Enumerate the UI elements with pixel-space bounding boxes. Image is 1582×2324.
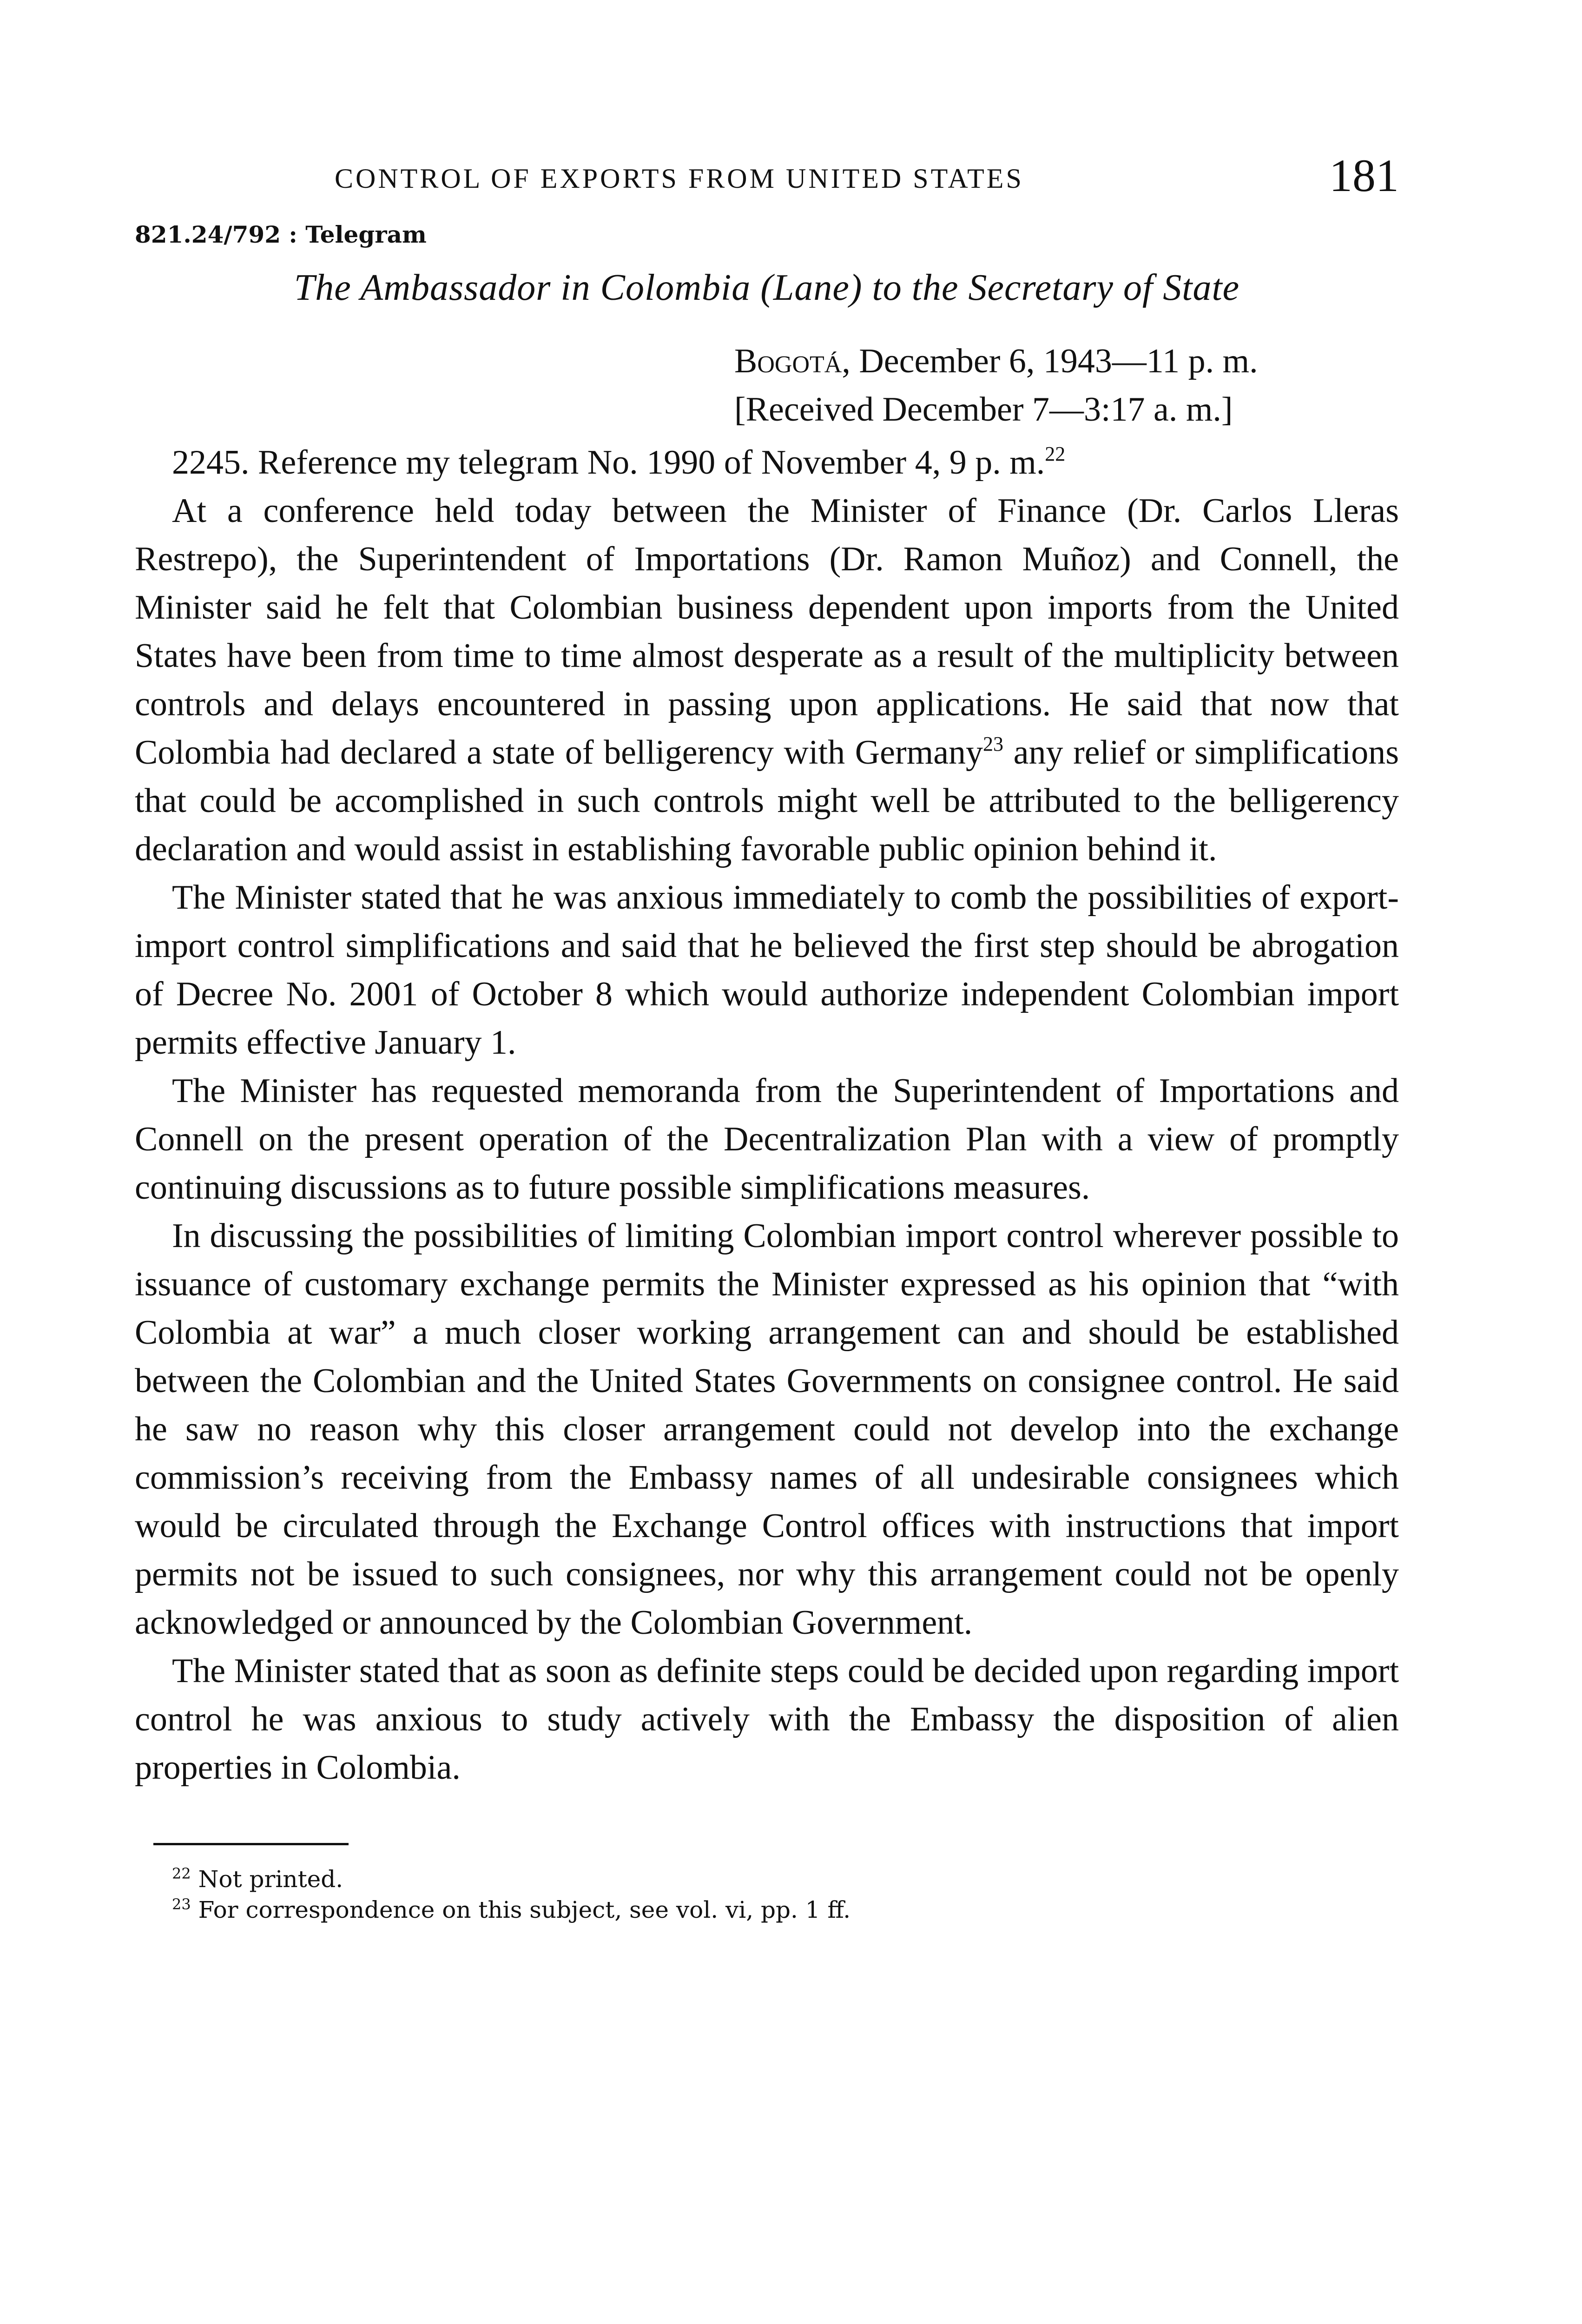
paragraph-2-text-b: any relief or simplifications that could be accomplished in such controls might well be attributed to the belligerency declaration and would assist in establishing favorable public opinion behind it. xyxy=(135,733,1399,868)
telegram-body xyxy=(135,438,1399,1792)
paragraph-2-text-a: At a conference held today between the Minister of Finance (Dr. Carlos Lleras Restrepo), the Superintendent of Importations (Dr. Ramon Muñoz) and Connell, the Minister said he felt that Colombian business dependent upon imports from the United States have been from time to time almost desperate as a result of the multiplicity between controls and delays encountered in passing upon applications. He said that now that Colombia had declared a state of belligerency with Germany xyxy=(135,492,1399,772)
paragraph-1-text: 2245. Reference my telegram No. 1990 of November 4, 9 p. m. xyxy=(172,443,1045,482)
footnote-23 xyxy=(172,1895,1399,1925)
dateline xyxy=(734,337,1399,434)
paragraph-4: The Minister has requested memoranda from the Superintendent of Importations and Connell on the present operation of the Decentralization Plan with a view of promptly continuing discussions as to future possible simplifications measures. xyxy=(135,1072,1399,1207)
paragraph-5: In discussing the possibilities of limiting Colombian import control wherever possible to issuance of customary exchange permits the Minister expressed as his opinion that “with Colombia at war” a much closer working arrangement can and should be established between the Colombian and the United States Governments on consignee control. He said he saw no reason why this closer arrangement could not develop into the exchange commission’s receiving from the Embassy names of all undesirable consignees which would be circulated through the Exchange Control offices with instructions that import permits not be issued to such consignees, nor why this arrangement could not be openly acknowledged or announced by the Colombian Government. xyxy=(135,1217,1399,1642)
dateline-place: Bogotá xyxy=(734,342,842,380)
footnote-22 xyxy=(172,1864,1399,1895)
running-title: CONTROL OF EXPORTS FROM UNITED STATES xyxy=(335,163,1024,194)
footnote-text: For correspondence on this subject, see vol. vi, pp. 1 ff. xyxy=(198,1896,851,1923)
dateline-sent xyxy=(734,337,1399,385)
footnote-number: 23 xyxy=(172,1895,191,1913)
footnote-ref-23[interactable]: 23 xyxy=(983,733,1004,755)
document-page xyxy=(135,149,1399,1925)
dateline-date: , December 6, 1943—11 p. m. xyxy=(842,342,1258,380)
footnote-number: 22 xyxy=(172,1865,191,1882)
running-head xyxy=(135,149,1399,205)
paragraph-2 xyxy=(135,487,1399,873)
paragraph-1 xyxy=(135,438,1399,487)
dateline-received: [Received December 7—3:17 a. m.] xyxy=(734,390,1233,429)
paragraph-6: The Minister stated that as soon as definite steps could be decided upon regarding import control he was anxious to study actively with the Embassy the disposition of alien properties in Colombia. xyxy=(135,1652,1399,1787)
footnote-divider xyxy=(153,1843,349,1845)
footnote-ref-22[interactable]: 22 xyxy=(1045,442,1066,465)
footnotes xyxy=(172,1864,1399,1925)
paragraph-3: The Minister stated that he was anxious immediately to comb the possibilities of export-import control simplifications and said that he believed the first step should be abrogation of Decree No. 2001 of October 8 which would authorize independent Colombian import permits effective January 1. xyxy=(135,878,1399,1062)
page-number: 181 xyxy=(1329,150,1399,201)
file-reference: 821.24/792 : Telegram xyxy=(135,221,427,248)
document-title: The Ambassador in Colombia (Lane) to the Secretary of State xyxy=(294,267,1240,308)
footnote-text: Not printed. xyxy=(198,1866,343,1893)
